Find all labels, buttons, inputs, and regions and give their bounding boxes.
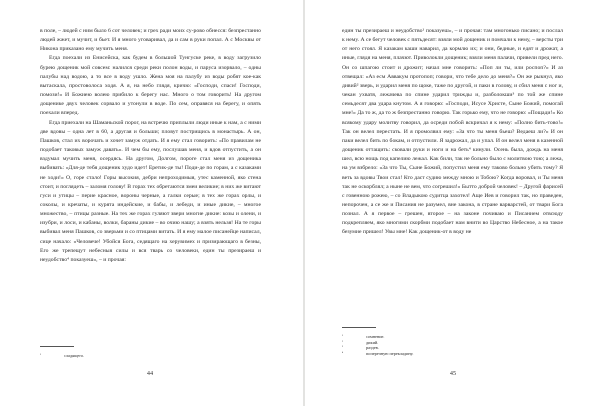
- right-page-text: [342, 27, 563, 238]
- left-page-text: [40, 27, 261, 265]
- paragraph: Егда поехали из Енисейска, как будем в большой Тунгуске реке, в воду загрузило бурею дощеник мой совсем: налился среди реки полон воды, и паруса изорвало, – одны палубы над водою, а то все в воду ушло. Жена моя на палубу из воды робят кое-как вытаскала, простоволоса ходя. А я, на небо глядя, кричю: «Господи, спаси! Господи, помози!» И Божиею волею прибило к берегу нас. Много о том говорить! На другом дощенике двух человек сорвало и утонули в воде. По сем, оправяся на берегу, и опять поехали вперед.: [40, 55, 261, 117]
- paragraph: в поле, – людей с ним было 6 сот человек; и грех ради моих су-рово обнесся: безпрестанно людей жжет, и мучит, и бьет. И я много уговаривал, да и сам в руки попал. А с Москвы от Никона приказано ему мучить меня.: [40, 28, 261, 53]
- footnote-rule: [342, 327, 376, 328]
- left-footnotes: [40, 346, 261, 359]
- footnote-rule: [40, 346, 74, 347]
- footnote: [342, 351, 563, 357]
- footnote-number: ¹: [342, 334, 343, 338]
- paragraph: Егда приехали на Шаманьской порог, на встречю приплыли люди иные к нам, а с ними две вдовы – одна лет в 60, а другая и больши; пловут пострищись в монастырь. А он, Пашков, стал их ворочать и хочет замуж отдать. И я ему стал говорить: «По правилам не подобает таковых замуж давать». И чем бы ему, послушав меня, и вдов отпустить, а он вздумал мучить меня, осердясь. На другом, Долгом, пороге стал меня из дощеника выбивать: «Для-де тебя дощеник худо идет! Еретик-де ты! Поди-де по горам, а с казаками не ходи!» О, горе стало! Горы высокия, дебри непроходимыя, утес каменной, яко стена стоит, и поглядеть – заломя голову! В горах тех обретаются змеи великие; в них же витают гуси и утицы – перие красное, вороны черные, а галки серые; в тех же горах орлы, и соколы, и кречаты, и курята индейские, и бабы, и лебеди, и иные дикие, – многое множество, – птицы разные. На тех же горах гуляют звери многие дикие: козы и олени, и изубри, и лоси, и кабаны, волки, бараны дикие – во очию нашу; а взять нельзя! На те горы выбивал меня Пашков, со зверьми и со птицами витать. И я ему малое писанейце написал, сице начало: «Человече! Убойся Бога, седящаго на херувимех и призирающаго в безны, Его же трепещут небесныя силы и вся тварь со человеки, един ты презираеш и неудобство⁴ показуеш», – и прочая:: [40, 119, 261, 263]
- footnote-number: ³: [342, 345, 343, 350]
- right-page: [305, 0, 608, 406]
- footnote-text: сладящего.: [64, 353, 85, 358]
- footnote-text: поперечную перекладину.: [366, 351, 414, 357]
- footnote-number: ²: [342, 339, 343, 344]
- paragraph: един ты презираеш и неудобство¹ показуеш», – и прочая: там многонько писано; и послал к нему. А се бегут человек с пятьдесят: взяли мой дощеник и помчали к нему, – версты три от него стоял. Я казакам каши наварил, да кормлю их; и они, бедные, и едят и дрожат, а иные, глядя на меня, плачют. Приволокли дощеник; взяли меня палачи, привели пред него. Он со шпагою стоит и дрожит; начал мне говорить: «Поп ли ты, или роспоп?» И аз отвещал: «Аз есм Аввакум протопоп; говори, что тебе дело до меня?» Он же рыкнул, яко дивий² зверь, и ударил меня по щоке, таже по другой, и паки в голову, и сбил меня с ног и, чекан ухватя, лежачева по спине ударил трижды и, разболокши³ по той же спине семьдесят два удара кнутом. А я говорю: «Господи, Исусе Христе, Сыне Божий, помогай мне!» Да то ж, да то ж безпрестанно говорю. Так горько ему, что не говорю: «Пощади!» Ко всякому удару молитву говорил, да осреди побой вскричал я к нему: «Полно бить-тово!» Так он велел перестать. И я промолвил ему: «За что ты меня бьеш? Ведаеш ли?» И он паки велел бить по бокам, и отпустили. Я задрожал, да и упал. И он велел меня в казенной дощеник оттащить: сковали руки и ноги и на беть⁴ кинули. Осень была, дождь на меня шел, всю нощь под капелию лежал. Как били, так не больно было с молитвою тою; а лежа, на ум взбрело: «За что Ты, Сыне Божий, попустил меня ему таково больно убить тому? Я веть за вдовы Твои стал! Кто даст судию между мною и Тобою? Когда воровал, и Ты меня так не оскорблял; а ныне не вем, что согрешил!» Бытто доброй человек! – Другой фарисей с говенною рожею, – со Владыкою судитца захотел! Аще Иев и говорил так, но праведен, непорочен, а се же и Писания не разумел, вне закона, в стране варварстей, от твари Бога познал. А я первое – грешен, второе – на законе почиваю и Писанием отвсюду подкрепляем, яко многими скорбми подобает нам внити во Царство Небесное, а на такое безумие пришел! Увы мне! Как дощеник-от в воду не: [342, 28, 563, 236]
- page-number-left: 44: [146, 370, 154, 377]
- left-page: [0, 0, 303, 406]
- footnote-number: ¹: [40, 353, 41, 357]
- right-footnotes: [342, 327, 563, 357]
- footnote-text: дикий.: [366, 339, 379, 345]
- footnote-number: ⁴: [342, 351, 344, 356]
- footnote-text: сомнение.: [366, 334, 385, 339]
- page-number-right: 45: [449, 370, 457, 377]
- footnote: [40, 353, 261, 359]
- footnote-text: раздев.: [366, 345, 379, 351]
